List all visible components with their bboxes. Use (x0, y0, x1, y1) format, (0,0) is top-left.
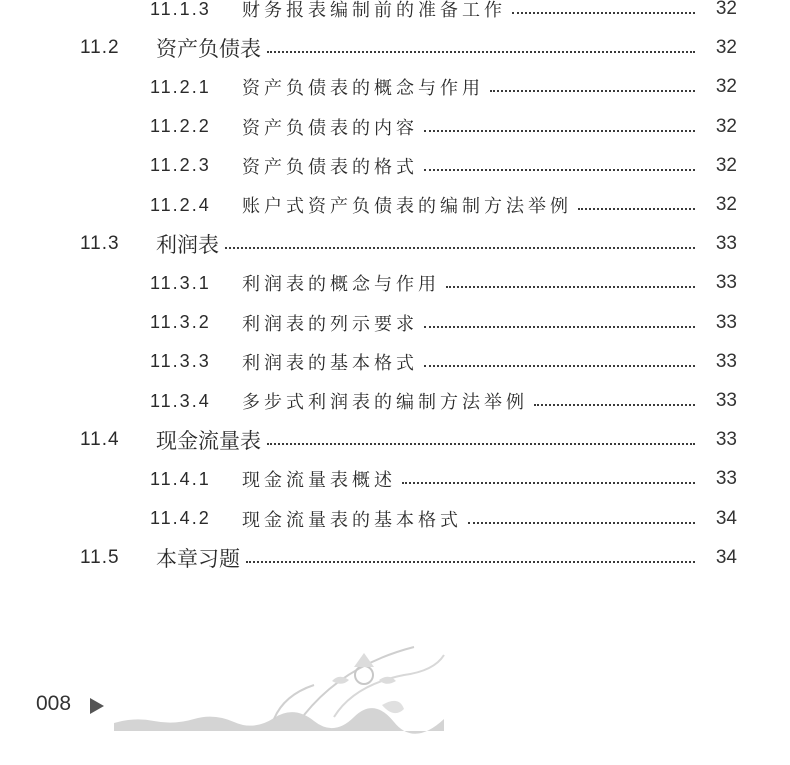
toc-entry-title: 利润表的列示要求 (242, 313, 418, 335)
dot-leader (246, 561, 695, 563)
dot-leader (424, 169, 695, 171)
dot-leader (267, 443, 695, 445)
toc-entry-title: 资产负债表 (156, 37, 261, 62)
toc-entry-number: 11.5 (80, 546, 120, 568)
toc-entry (80, 36, 737, 60)
toc-entry (150, 0, 737, 21)
page-footer (36, 690, 466, 730)
dot-leader (446, 286, 695, 288)
toc-entry-number: 11.3.2 (150, 312, 211, 333)
toc-entry (80, 232, 737, 256)
toc-entry-number: 11.4 (80, 429, 120, 451)
toc-entry-page: 32 (715, 194, 737, 215)
toc-entry-title: 资产负债表的内容 (242, 117, 418, 139)
toc-entry-page: 32 (715, 76, 737, 98)
toc-entry-title: 资产负债表的概念与作用 (242, 78, 484, 100)
toc-entry-title: 资产负债表的格式 (242, 156, 418, 178)
toc-entry-page: 32 (715, 0, 737, 19)
toc-entry-page: 33 (715, 429, 737, 451)
toc-entry-page: 33 (715, 350, 737, 372)
dot-leader (578, 208, 695, 210)
toc-entry-page: 32 (715, 154, 737, 176)
toc-entry-number: 11.2.1 (150, 76, 211, 97)
page-number: 008 (36, 692, 72, 715)
toc-entry-page: 33 (715, 311, 737, 333)
toc-entry-number: 11.4.2 (150, 508, 211, 529)
toc-entry (150, 389, 737, 413)
toc-entry-page: 33 (715, 390, 737, 411)
dot-leader (424, 326, 695, 328)
toc-entry (150, 115, 737, 139)
toc-entry-page: 33 (715, 272, 737, 294)
dot-leader (424, 365, 695, 367)
toc-entry (150, 467, 737, 491)
dot-leader (468, 522, 695, 524)
toc-entry-title: 多步式利润表的编制方法举例 (242, 392, 528, 413)
toc-entry-number: 11.3.4 (150, 390, 211, 411)
toc-entry-title: 现金流量表 (156, 429, 261, 454)
toc-entry-number: 11.3.1 (150, 272, 211, 293)
toc-entry-title: 现金流量表的基本格式 (242, 509, 462, 531)
floral-ornament-icon (114, 645, 464, 735)
toc-entry (150, 311, 737, 335)
dot-leader (490, 90, 695, 92)
toc-entry-number: 11.3.3 (150, 351, 211, 372)
right-triangle-icon (90, 698, 104, 714)
toc-entry-number: 11.1.3 (150, 0, 211, 19)
toc-entry-number: 11.2.2 (150, 116, 211, 137)
toc-entry (80, 428, 737, 452)
toc-entry-page: 33 (715, 468, 737, 490)
dot-leader (512, 12, 695, 14)
toc-entry-title: 利润表的基本格式 (242, 352, 418, 374)
toc-entry-title: 账户式资产负债表的编制方法举例 (242, 196, 572, 217)
toc-entry-number: 11.2.4 (150, 194, 211, 215)
dot-leader (424, 130, 695, 132)
toc-entry (150, 154, 737, 178)
toc-entry (150, 271, 737, 295)
toc-entry-number: 11.3 (80, 233, 120, 255)
toc-entry (80, 546, 737, 570)
dot-leader (225, 247, 695, 249)
toc-entry (150, 193, 737, 217)
dot-leader (402, 482, 695, 484)
toc-entry-page: 34 (715, 507, 737, 529)
toc-entry-number: 11.2 (80, 37, 120, 59)
toc-entry-title: 利润表 (156, 233, 219, 258)
toc-entry-page: 34 (715, 546, 737, 568)
toc-entry (150, 350, 737, 374)
toc-entry-number: 11.4.1 (150, 468, 211, 489)
toc-entry-title: 本章习题 (156, 546, 240, 571)
dot-leader (534, 404, 695, 406)
toc-entry-page: 32 (715, 115, 737, 137)
toc-entry-page: 33 (715, 233, 737, 255)
toc-entry-number: 11.2.3 (150, 155, 211, 176)
toc-entry-title: 利润表的概念与作用 (242, 274, 440, 296)
toc-entry (150, 75, 737, 99)
toc-entry-title: 现金流量表概述 (242, 470, 396, 492)
toc-entry-page: 32 (715, 37, 737, 59)
toc-entry (150, 507, 737, 531)
dot-leader (267, 51, 695, 53)
toc-entry-title: 财务报表编制前的准备工作 (242, 0, 506, 21)
